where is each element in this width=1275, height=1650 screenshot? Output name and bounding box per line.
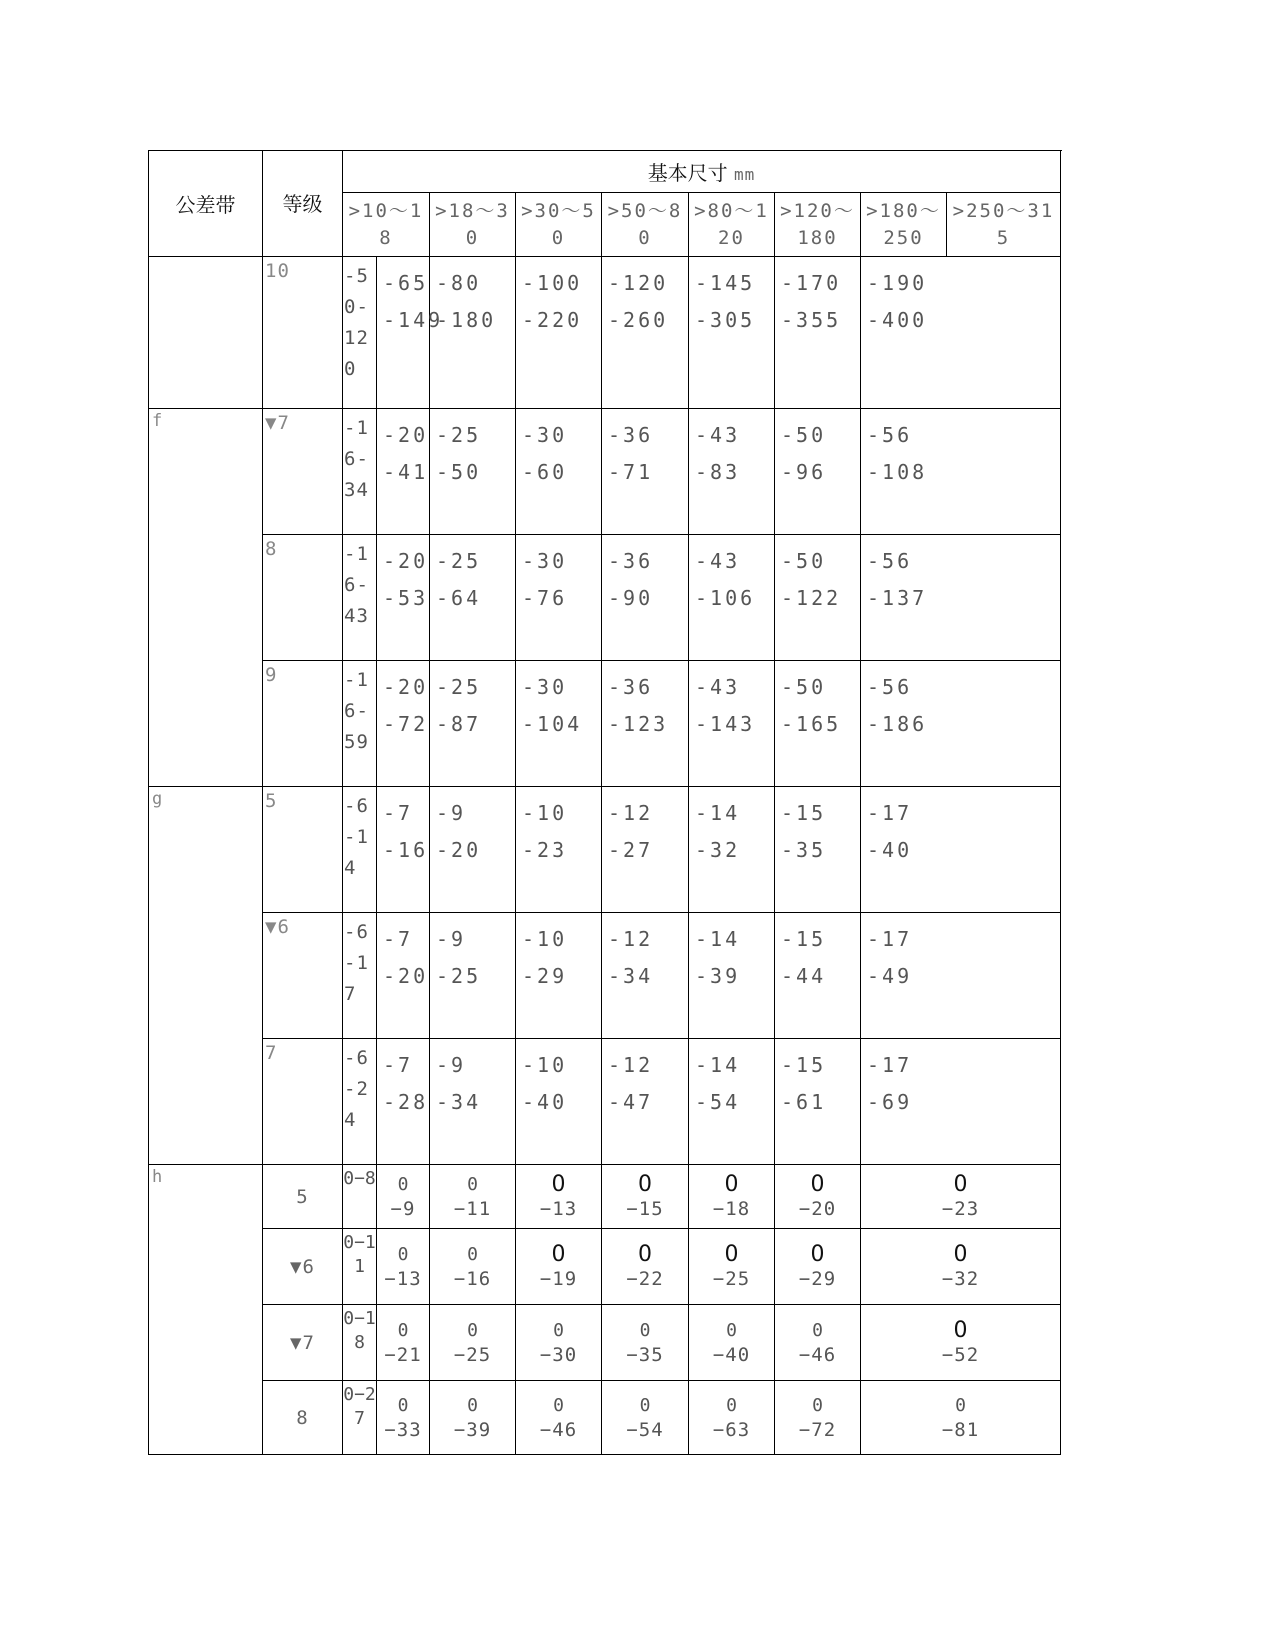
upper-deviation: 0 [397, 1394, 409, 1416]
lower-deviation: −46 [798, 1343, 837, 1366]
deviation-cell [516, 257, 602, 409]
upper-deviation: -56 [867, 549, 913, 573]
first-range-value: 0−11 [343, 1229, 377, 1305]
upper-deviation: -10 [522, 927, 568, 951]
first-range-value: -16-34 [343, 409, 377, 535]
upper-deviation: 0 [639, 1394, 651, 1416]
lower-deviation: -104 [522, 712, 583, 736]
first-range-value: 0−8 [343, 1165, 377, 1229]
deviation-cell [516, 913, 602, 1039]
upper-deviation: 0 [953, 1241, 968, 1267]
upper-deviation: 0 [726, 1394, 737, 1416]
deviation-cell [861, 913, 1061, 1039]
lower-deviation: -25 [436, 964, 482, 988]
lower-deviation: −13 [384, 1267, 422, 1290]
lower-deviation: -61 [781, 1090, 827, 1114]
lower-deviation: −46 [539, 1418, 578, 1441]
lower-deviation: −16 [453, 1267, 492, 1290]
upper-deviation: -20 [383, 549, 429, 573]
deviation-cell [861, 257, 1061, 409]
deviation-cell [775, 1229, 861, 1305]
lower-deviation: -149 [383, 308, 444, 332]
upper-deviation: -7 [383, 1053, 414, 1077]
deviation-cell [602, 661, 689, 787]
first-range-value: 0−18 [343, 1305, 377, 1381]
upper-deviation: -17 [867, 927, 913, 951]
deviation-cell [377, 1381, 430, 1455]
lower-deviation: -40 [867, 838, 913, 862]
upper-deviation: -12 [608, 801, 654, 825]
lower-deviation: -54 [695, 1090, 741, 1114]
deviation-cell [430, 787, 516, 913]
deviation-cell [861, 787, 1061, 913]
upper-deviation: 0 [724, 1171, 739, 1197]
lower-deviation: -96 [781, 460, 827, 484]
first-range-value: -6-14 [343, 787, 377, 913]
lower-deviation: −32 [941, 1267, 980, 1290]
lower-deviation: −13 [539, 1197, 578, 1220]
deviation-cell [861, 1305, 1061, 1381]
deviation-cell [516, 661, 602, 787]
deviation-cell [775, 1305, 861, 1381]
deviation-cell [689, 787, 775, 913]
band-cell [149, 257, 263, 409]
upper-deviation: -14 [695, 801, 741, 825]
grade-cell: ▼7 [263, 409, 343, 535]
deviation-cell [602, 1381, 689, 1455]
upper-deviation: 0 [953, 1171, 968, 1197]
lower-deviation: -29 [522, 964, 568, 988]
deviation-cell [430, 1381, 516, 1455]
lower-deviation: -34 [608, 964, 654, 988]
range-cell: >18～30 [430, 193, 516, 257]
deviation-cell [689, 257, 775, 409]
deviation-cell [689, 1381, 775, 1455]
lower-deviation: -20 [436, 838, 482, 862]
deviation-cell [516, 1229, 602, 1305]
lower-deviation: −25 [453, 1343, 492, 1366]
deviation-cell [516, 1165, 602, 1229]
table-row [149, 535, 1061, 661]
lower-deviation: -41 [383, 460, 429, 484]
upper-deviation: 0 [467, 1243, 478, 1265]
deviation-cell [430, 1165, 516, 1229]
upper-deviation: -9 [436, 801, 467, 825]
upper-deviation: 0 [726, 1319, 737, 1341]
deviation-cell [775, 409, 861, 535]
band-cell: f [149, 409, 263, 787]
upper-deviation: -50 [781, 423, 827, 447]
lower-deviation: -305 [695, 308, 756, 332]
upper-deviation: -9 [436, 1053, 467, 1077]
upper-deviation: 0 [810, 1171, 825, 1197]
upper-deviation: 0 [724, 1241, 739, 1267]
table-row [149, 1381, 1061, 1455]
lower-deviation: -16 [383, 838, 429, 862]
deviation-cell [430, 913, 516, 1039]
header-size-label: 基本尺寸 [647, 161, 728, 185]
lower-deviation: −15 [626, 1197, 664, 1220]
deviation-cell [377, 409, 430, 535]
upper-deviation: -17 [867, 801, 913, 825]
deviation-cell [377, 1305, 430, 1381]
lower-deviation: -83 [695, 460, 741, 484]
deviation-cell [602, 787, 689, 913]
lower-deviation: -400 [867, 308, 928, 332]
upper-deviation: -100 [522, 271, 583, 295]
range-cell: >10～18 [343, 193, 430, 257]
upper-deviation: 0 [551, 1241, 566, 1267]
lower-deviation: -143 [695, 712, 756, 736]
deviation-cell [775, 1165, 861, 1229]
deviation-cell [602, 535, 689, 661]
upper-deviation: 0 [467, 1319, 478, 1341]
upper-deviation: -36 [608, 423, 654, 447]
lower-deviation: −22 [626, 1267, 664, 1290]
lower-deviation: −39 [453, 1418, 492, 1441]
upper-deviation: -10 [522, 1053, 568, 1077]
grade-cell: 10 [263, 257, 343, 409]
deviation-cell [430, 409, 516, 535]
table-row [149, 1039, 1061, 1165]
lower-deviation: -90 [608, 586, 654, 610]
table-row [149, 1229, 1061, 1305]
lower-deviation: −33 [384, 1418, 422, 1441]
upper-deviation: -50 [781, 549, 827, 573]
deviation-cell [430, 535, 516, 661]
lower-deviation: −63 [712, 1418, 751, 1441]
deviation-cell [377, 1229, 430, 1305]
lower-deviation: -122 [781, 586, 842, 610]
lower-deviation: -87 [436, 712, 482, 736]
lower-deviation: -35 [781, 838, 827, 862]
first-range-value: -16-59 [343, 661, 377, 787]
lower-deviation: -44 [781, 964, 827, 988]
table-row [149, 257, 1061, 409]
deviation-cell [602, 913, 689, 1039]
lower-deviation: -69 [867, 1090, 913, 1114]
deviation-cell [775, 1381, 861, 1455]
lower-deviation: −9 [390, 1197, 416, 1220]
lower-deviation: -355 [781, 308, 842, 332]
lower-deviation: −29 [798, 1267, 837, 1290]
upper-deviation: -12 [608, 1053, 654, 1077]
upper-deviation: 0 [397, 1243, 409, 1265]
lower-deviation: -49 [867, 964, 913, 988]
first-range-value: -16-43 [343, 535, 377, 661]
deviation-cell [516, 1305, 602, 1381]
table-row [149, 787, 1061, 913]
grade-cell: 8 [263, 535, 343, 661]
upper-deviation: -7 [383, 927, 414, 951]
deviation-cell [516, 1381, 602, 1455]
deviation-cell [861, 661, 1061, 787]
deviation-cell [516, 1039, 602, 1165]
deviation-cell [602, 1039, 689, 1165]
deviation-cell [602, 257, 689, 409]
table-row [149, 913, 1061, 1039]
lower-deviation: −52 [941, 1343, 980, 1366]
deviation-cell [602, 1305, 689, 1381]
range-cell: >250～315 [947, 193, 1061, 257]
lower-deviation: -39 [695, 964, 741, 988]
upper-deviation: 0 [638, 1171, 652, 1197]
header-row [149, 151, 1061, 193]
grade-cell: 9 [263, 661, 343, 787]
upper-deviation: -15 [781, 1053, 827, 1077]
deviation-cell [775, 1039, 861, 1165]
lower-deviation: −19 [539, 1267, 578, 1290]
upper-deviation: 0 [553, 1394, 564, 1416]
deviation-cell [775, 257, 861, 409]
table-row [149, 409, 1061, 535]
lower-deviation: -71 [608, 460, 654, 484]
first-range-value: -6-17 [343, 913, 377, 1039]
range-cell: >30～50 [516, 193, 602, 257]
deviation-cell [861, 1381, 1061, 1455]
lower-deviation: -64 [436, 586, 482, 610]
upper-deviation: 0 [467, 1394, 478, 1416]
upper-deviation: 0 [812, 1394, 823, 1416]
deviation-cell [775, 787, 861, 913]
lower-deviation: −23 [941, 1197, 980, 1220]
range-cell: >80～120 [689, 193, 775, 257]
deviation-cell [430, 1039, 516, 1165]
upper-deviation: 0 [953, 1317, 968, 1343]
upper-deviation: -43 [695, 423, 741, 447]
deviation-cell [775, 661, 861, 787]
upper-deviation: -7 [383, 801, 414, 825]
deviation-cell [689, 1305, 775, 1381]
lower-deviation: -137 [867, 586, 928, 610]
lower-deviation: −18 [712, 1197, 751, 1220]
upper-deviation: -10 [522, 801, 568, 825]
header-size [343, 151, 1061, 193]
lower-deviation: -123 [608, 712, 669, 736]
upper-deviation: -15 [781, 801, 827, 825]
deviation-cell [430, 1229, 516, 1305]
upper-deviation: -36 [608, 675, 654, 699]
deviation-cell [377, 1165, 430, 1229]
upper-deviation: -50 [781, 675, 827, 699]
upper-deviation: -20 [383, 423, 429, 447]
deviation-cell [861, 1229, 1061, 1305]
upper-deviation: -36 [608, 549, 654, 573]
deviation-cell [602, 1165, 689, 1229]
lower-deviation: -76 [522, 586, 568, 610]
upper-deviation: -65 [383, 271, 429, 295]
deviation-cell [775, 535, 861, 661]
lower-deviation: -28 [383, 1090, 429, 1114]
upper-deviation: -190 [867, 271, 928, 295]
lower-deviation: -32 [695, 838, 741, 862]
upper-deviation: -43 [695, 549, 741, 573]
lower-deviation: -108 [867, 460, 928, 484]
table-row [149, 661, 1061, 787]
upper-deviation: -25 [436, 423, 482, 447]
upper-deviation: -15 [781, 927, 827, 951]
first-range-value: 0−27 [343, 1381, 377, 1455]
range-cell: >50～80 [602, 193, 689, 257]
upper-deviation: 0 [553, 1319, 564, 1341]
lower-deviation: -165 [781, 712, 842, 736]
range-cell: >180～250 [861, 193, 947, 257]
deviation-cell [775, 913, 861, 1039]
upper-deviation: -80 [436, 271, 482, 295]
upper-deviation: -14 [695, 927, 741, 951]
lower-deviation: -260 [608, 308, 669, 332]
upper-deviation: 0 [397, 1319, 409, 1341]
grade-cell: ▼7 [263, 1305, 343, 1381]
deviation-cell [377, 257, 444, 409]
lower-deviation: -186 [867, 712, 928, 736]
deviation-cell [689, 1229, 775, 1305]
grade-cell: ▼6 [263, 913, 343, 1039]
upper-deviation: 0 [812, 1319, 823, 1341]
upper-deviation: -30 [522, 675, 568, 699]
lower-deviation: −35 [626, 1343, 664, 1366]
upper-deviation: -170 [781, 271, 842, 295]
lower-deviation: -47 [608, 1090, 654, 1114]
first-range-value: -6-24 [343, 1039, 377, 1165]
lower-deviation: −11 [453, 1197, 492, 1220]
upper-deviation: 0 [551, 1171, 566, 1197]
deviation-cell [861, 1039, 1061, 1165]
lower-deviation: -27 [608, 838, 654, 862]
deviation-cell [516, 787, 602, 913]
deviation-cell [689, 913, 775, 1039]
upper-deviation: -25 [436, 549, 482, 573]
deviation-cell [689, 661, 775, 787]
grade-cell: ▼6 [263, 1229, 343, 1305]
upper-deviation: -56 [867, 423, 913, 447]
table-row [149, 1165, 1061, 1229]
upper-deviation: -145 [695, 271, 756, 295]
upper-deviation: -12 [608, 927, 654, 951]
deviation-cell [602, 1229, 689, 1305]
grade-cell: 5 [263, 787, 343, 913]
lower-deviation: -106 [695, 586, 756, 610]
upper-deviation: -9 [436, 927, 467, 951]
deviation-cell [377, 787, 430, 913]
grade-cell: 7 [263, 1039, 343, 1165]
lower-deviation: −30 [539, 1343, 578, 1366]
upper-deviation: -30 [522, 423, 568, 447]
upper-deviation: 0 [810, 1241, 825, 1267]
upper-deviation: -20 [383, 675, 429, 699]
upper-deviation: -30 [522, 549, 568, 573]
header-band: 公差带 [149, 151, 263, 257]
upper-deviation: -17 [867, 1053, 913, 1077]
deviation-cell [377, 661, 430, 787]
deviation-cell [689, 1039, 775, 1165]
lower-deviation: -23 [522, 838, 568, 862]
deviation-cell [689, 409, 775, 535]
lower-deviation: -60 [522, 460, 568, 484]
lower-deviation: −25 [712, 1267, 751, 1290]
lower-deviation: −40 [712, 1343, 751, 1366]
upper-deviation: -14 [695, 1053, 741, 1077]
lower-deviation: -50 [436, 460, 482, 484]
deviation-cell [430, 1305, 516, 1381]
deviation-cell [377, 913, 430, 1039]
upper-deviation: 0 [639, 1319, 651, 1341]
upper-deviation: 0 [397, 1173, 409, 1195]
tolerance-table [148, 150, 1061, 1455]
lower-deviation: -40 [522, 1090, 568, 1114]
upper-deviation: -43 [695, 675, 741, 699]
lower-deviation: −21 [384, 1343, 422, 1366]
lower-deviation: -20 [383, 964, 429, 988]
lower-deviation: -220 [522, 308, 583, 332]
deviation-cell [377, 535, 430, 661]
deviation-cell [861, 1165, 1061, 1229]
lower-deviation: -34 [436, 1090, 482, 1114]
lower-deviation: −20 [798, 1197, 837, 1220]
deviation-cell [516, 535, 602, 661]
deviation-cell [602, 409, 689, 535]
upper-deviation: 0 [467, 1173, 478, 1195]
lower-deviation: −81 [941, 1418, 980, 1441]
lower-deviation: −72 [798, 1418, 837, 1441]
lower-deviation: −54 [626, 1418, 664, 1441]
lower-deviation: -53 [383, 586, 429, 610]
deviation-cell [516, 409, 602, 535]
deviation-cell [861, 409, 1061, 535]
header-grade: 等级 [263, 151, 343, 257]
band-cell: g [149, 787, 263, 1165]
deviation-cell [689, 1165, 775, 1229]
range-cell: >120～180 [775, 193, 861, 257]
first-range-value: -50-120 [343, 257, 377, 409]
band-cell: h [149, 1165, 263, 1455]
upper-deviation: -120 [608, 271, 669, 295]
lower-deviation: -72 [383, 712, 429, 736]
upper-deviation: 0 [638, 1241, 652, 1267]
deviation-cell [861, 535, 1061, 661]
upper-deviation: 0 [955, 1394, 966, 1416]
table-row [149, 1305, 1061, 1381]
grade-cell: 5 [263, 1165, 343, 1229]
deviation-cell [430, 257, 516, 409]
lower-deviation: -180 [436, 308, 497, 332]
upper-deviation: -56 [867, 675, 913, 699]
grade-cell: 8 [263, 1381, 343, 1455]
deviation-cell [377, 1039, 430, 1165]
header-size-unit: mm [734, 165, 756, 184]
deviation-cell [689, 535, 775, 661]
deviation-cell [430, 661, 516, 787]
upper-deviation: -25 [436, 675, 482, 699]
